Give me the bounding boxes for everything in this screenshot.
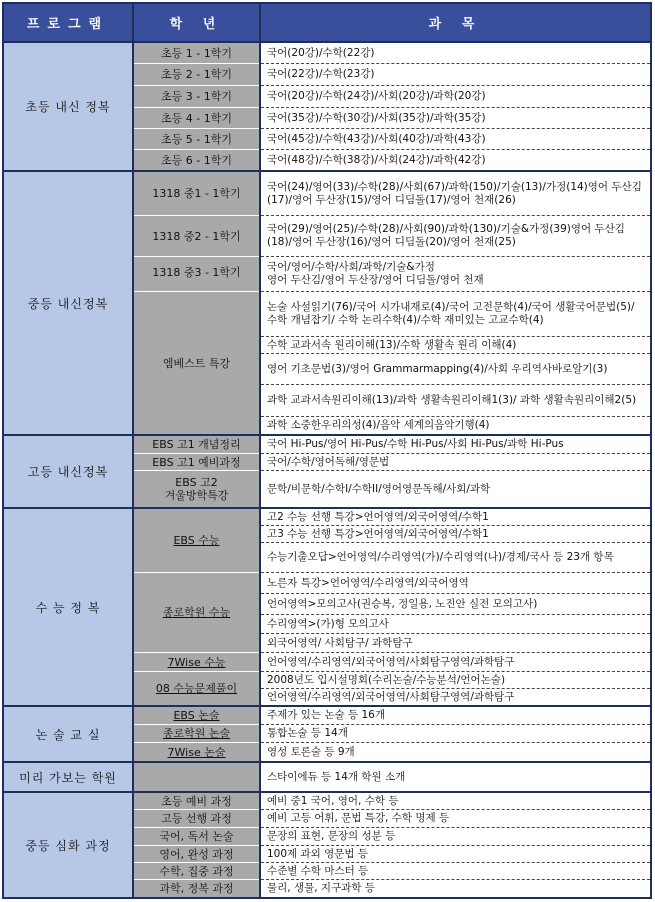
grade-elementary-1: 초등 1 - 1학기 bbox=[134, 43, 259, 63]
dashed-divider bbox=[261, 128, 650, 129]
grade-advanced-3: 국어, 독서 논술 bbox=[134, 828, 259, 845]
subject-csat-08-2: 언어영역/수리영역/외국어영역/사회탐구영역/과학탐구 bbox=[261, 689, 650, 705]
subject-preview: 스타이에듀 등 14개 학원 소개 bbox=[261, 763, 650, 791]
dashed-divider bbox=[261, 256, 650, 257]
dashed-divider bbox=[261, 336, 650, 337]
subject-csat-ebs-3-text: 수능기출오답>언어영역/수리영역(가)/수리영역(나)/경제/국사 등 23개 항목 bbox=[267, 551, 614, 563]
subject-high-2: 국어/수학/영어독해/영문법 bbox=[261, 454, 650, 470]
grade-divider bbox=[134, 827, 259, 828]
grade-divider bbox=[134, 724, 259, 725]
dashed-divider bbox=[261, 149, 650, 150]
grade-divider bbox=[134, 453, 259, 454]
program-elementary: 초등 내신 정복 bbox=[4, 43, 132, 170]
subject-advanced-6: 물리, 생물, 지구과학 등 bbox=[261, 880, 650, 897]
program-preview: 미리 가보는 학원 bbox=[4, 763, 132, 791]
grade-csat-ebs bbox=[134, 509, 259, 572]
grade-preview-empty bbox=[134, 763, 259, 791]
subject-middle-2 bbox=[261, 216, 650, 256]
subject-csat-ebs-2: 고3 수능 선행 특강>언어영역/외국어영역/수학1 bbox=[261, 526, 650, 542]
dashed-divider bbox=[261, 671, 650, 672]
grade-advanced-2: 고등 선행 과정 bbox=[134, 810, 259, 827]
grade-essay-ebs-text: EBS 논술 bbox=[173, 709, 220, 722]
subject-high-1: 국어 Hi-Pus/영어 Hi-Pus/수학 Hi-Pus/사회 Hi-Pus/과학 Hi-Pus bbox=[261, 436, 650, 453]
column-divider bbox=[132, 4, 134, 897]
subject-csat-ebs-3 bbox=[261, 543, 650, 572]
dashed-divider bbox=[261, 470, 650, 471]
subject-csat-jongro-1: 노른자 특강>언어영역/수리영역/외국어영역 bbox=[261, 573, 650, 593]
row-divider bbox=[4, 705, 650, 707]
grade-advanced-6: 과학, 정복 과정 bbox=[134, 880, 259, 897]
grade-divider bbox=[134, 149, 259, 150]
dashed-divider bbox=[261, 862, 650, 863]
subject-essay-jongro: 통합논술 등 14개 bbox=[261, 725, 650, 742]
dashed-divider bbox=[261, 593, 650, 594]
grade-middle-2: 1318 중2 - 1학기 bbox=[134, 216, 259, 256]
grade-divider bbox=[134, 85, 259, 86]
grade-divider bbox=[134, 215, 259, 216]
dashed-divider bbox=[261, 416, 650, 417]
subject-elementary-3: 국어(20강)/수학(24강)/사회(20강)/과학(20강) bbox=[261, 86, 650, 107]
subject-csat-jongro-4: 외국어영역/ 사회탐구/ 과학탐구 bbox=[261, 634, 650, 652]
subject-mbest-3-text: 영어 기초문법(3)/영어 Grammarmapping(4)/사회 우리역사바로알기(3) bbox=[267, 362, 608, 375]
grade-csat-08 bbox=[134, 672, 259, 705]
dashed-divider bbox=[261, 742, 650, 743]
program-essay: 논 술 교 실 bbox=[4, 707, 132, 761]
subject-middle-1 bbox=[261, 172, 650, 215]
dashed-divider bbox=[261, 688, 650, 689]
dashed-divider bbox=[261, 525, 650, 526]
grade-advanced-1: 초등 예비 과정 bbox=[134, 793, 259, 809]
subject-essay-ebs: 주제가 있는 논술 등 16개 bbox=[261, 707, 650, 724]
header-program: 프로그램 bbox=[4, 4, 132, 41]
subject-elementary-1: 국어(20강)/수학(22강) bbox=[261, 43, 650, 63]
subject-csat-jongro-2: 언어영역>모의고사(권승복, 정일용, 노진안 실전 모의고사) bbox=[261, 594, 650, 614]
subject-elementary-2: 국어(22강)/수학(23강) bbox=[261, 64, 650, 85]
grade-essay-jongro-text: 종로학원 논술 bbox=[162, 727, 231, 740]
subject-mbest-5 bbox=[261, 417, 650, 434]
grade-high-1: EBS 고1 개념정리 bbox=[134, 436, 259, 453]
subject-advanced-1: 예비 중1 국어, 영어, 수학 등 bbox=[261, 793, 650, 809]
grade-elementary-5: 초등 5 - 1학기 bbox=[134, 129, 259, 149]
subject-elementary-6: 국어(48강)/수학(38강)/사회(24강)/과학(42강) bbox=[261, 150, 650, 170]
subject-mbest-2 bbox=[261, 337, 650, 353]
dashed-divider bbox=[261, 85, 650, 86]
subject-csat-08-1: 2008년도 입시설명회(수리논술/수능분석/언어논술) bbox=[261, 672, 650, 688]
dashed-divider bbox=[261, 572, 650, 573]
header-subject: 과 목 bbox=[261, 4, 650, 41]
grade-high-3: EBS 고2 겨울방학특강 bbox=[134, 471, 259, 507]
subject-mbest-4-text: 과학 교과서속원리이해(13)/과학 생활속원리이해1(3)/ 과학 생활속원리이해2(5) bbox=[267, 394, 637, 406]
subject-middle-2-text: 국어(29)/영어(25)/수학(28)/사회(90)/과학(130)/기술&가정(39)영어 두산김(18)/영어 두산장(16)/영어 디딤돌(20)/영어 천재(25) bbox=[267, 223, 625, 248]
grade-divider bbox=[134, 809, 259, 810]
program-csat: 수 능 정 복 bbox=[4, 509, 132, 705]
subject-elementary-4: 국어(35강)/수학(30강)/사회(35강)/과학(35강) bbox=[261, 108, 650, 128]
grade-divider bbox=[134, 128, 259, 129]
dashed-divider bbox=[261, 542, 650, 543]
subject-middle-3 bbox=[261, 257, 650, 291]
grade-essay-jongro bbox=[134, 725, 259, 742]
subject-essay-7wise: 영성 토론술 등 9개 bbox=[261, 743, 650, 761]
subject-mbest-4 bbox=[261, 385, 650, 416]
program-advanced: 중등 심화 과정 bbox=[4, 793, 132, 897]
grade-high-2: EBS 고1 예비과정 bbox=[134, 454, 259, 470]
grade-divider bbox=[134, 862, 259, 863]
grade-csat-7wise-text: 7Wise 수능 bbox=[167, 655, 226, 669]
grade-divider bbox=[134, 879, 259, 880]
dashed-divider bbox=[261, 809, 650, 810]
grade-middle-mbest: 엠베스트 특강 bbox=[134, 292, 259, 434]
dashed-divider bbox=[261, 845, 650, 846]
row-divider bbox=[4, 507, 650, 509]
grade-csat-ebs-text: EBS 수능 bbox=[173, 534, 220, 547]
grade-divider bbox=[134, 256, 259, 257]
subject-high-3: 문학/비문학/수학I/수학II/영어영문독해/사회/과학 bbox=[261, 471, 650, 507]
grade-csat-7wise bbox=[134, 653, 259, 671]
grade-divider bbox=[134, 572, 259, 573]
subject-elementary-5: 국어(45강)/수학(43강)/사회(40강)/과학(43강) bbox=[261, 129, 650, 149]
subject-middle-3-text: 국어/영어/수학/사회/과학/기술&가정 영어 두산김/영어 두산장/영어 디딤돌/영어 천재 bbox=[267, 261, 484, 286]
subject-mbest-1 bbox=[261, 292, 650, 336]
subject-csat-7wise: 언어영역/수리영역/외국어영역/사회탐구영역/과학탐구 bbox=[261, 653, 650, 671]
dashed-divider bbox=[261, 353, 650, 354]
grade-divider bbox=[134, 291, 259, 292]
grade-divider bbox=[134, 845, 259, 846]
grade-divider bbox=[134, 470, 259, 471]
subject-csat-jongro-3: 수리영역>(가)형 모의고사 bbox=[261, 615, 650, 633]
row-divider bbox=[4, 41, 650, 43]
grade-essay-7wise-text: 7Wise 논술 bbox=[167, 745, 226, 759]
grade-elementary-2: 초등 2 - 1학기 bbox=[134, 64, 259, 85]
grade-middle-3: 1318 중3 - 1학기 bbox=[134, 257, 259, 291]
dashed-divider bbox=[261, 614, 650, 615]
grade-divider bbox=[134, 742, 259, 743]
subject-advanced-2: 예비 고등 어휘, 문법 특강, 수학 명제 등 bbox=[261, 810, 650, 827]
subject-csat-ebs-1: 고2 수능 선행 특강>언어영역/외국어영역/수학1 bbox=[261, 509, 650, 525]
subject-mbest-1-text: 논술 사설읽기(76)/국어 시가내재로(4)/국어 고전문학(4)/국어 생활국어문법(5)/ 수학 개념잡기/ 수학 논리수학(4)/수학 재미있는 고교수학(4) bbox=[267, 301, 635, 326]
grade-essay-7wise bbox=[134, 743, 259, 761]
grade-divider bbox=[134, 671, 259, 672]
subject-mbest-3 bbox=[261, 354, 650, 384]
curriculum-table bbox=[2, 2, 652, 899]
grade-advanced-5: 수학, 집중 과정 bbox=[134, 863, 259, 879]
grade-middle-1: 1318 중1 - 1학기 bbox=[134, 172, 259, 215]
dashed-divider bbox=[261, 652, 650, 653]
subject-mbest-2-text: 수학 교과서속 원리이해(13)/수학 생활속 원리 이해(4) bbox=[267, 338, 517, 351]
dashed-divider bbox=[261, 215, 650, 216]
grade-elementary-4: 초등 4 - 1학기 bbox=[134, 108, 259, 128]
dashed-divider bbox=[261, 724, 650, 725]
row-divider bbox=[4, 761, 650, 763]
row-divider bbox=[4, 434, 650, 436]
dashed-divider bbox=[261, 291, 650, 292]
dashed-divider bbox=[261, 633, 650, 634]
grade-elementary-6: 초등 6 - 1학기 bbox=[134, 150, 259, 170]
grade-essay-ebs bbox=[134, 707, 259, 724]
program-middle: 중등 내신정복 bbox=[4, 172, 132, 434]
column-divider bbox=[259, 4, 261, 897]
dashed-divider bbox=[261, 879, 650, 880]
grade-divider bbox=[134, 652, 259, 653]
row-divider bbox=[4, 791, 650, 793]
subject-middle-1-text: 국어(24)/영어(33)/수학(28)/사회(67)/과학(150)/기술(13)/가정(14)영어 두산김(17)/영어 두산장(15)/영어 디딤돌(17)/영어 천재(26) bbox=[267, 180, 642, 206]
grade-advanced-4: 영어, 완성 과정 bbox=[134, 846, 259, 862]
grade-divider bbox=[134, 63, 259, 64]
subject-advanced-5: 수준별 수학 마스터 등 bbox=[261, 863, 650, 879]
dashed-divider bbox=[261, 384, 650, 385]
grade-csat-jongro-text: 종로학원 수능 bbox=[162, 606, 231, 619]
header-grade: 학 년 bbox=[134, 4, 259, 41]
grade-elementary-3: 초등 3 - 1학기 bbox=[134, 86, 259, 107]
grade-csat-jongro bbox=[134, 573, 259, 652]
dashed-divider bbox=[261, 453, 650, 454]
grade-divider bbox=[134, 107, 259, 108]
subject-mbest-5-text: 과학 소중한우리의성(4)/음악 세계의음악기행(4) bbox=[267, 419, 490, 431]
dashed-divider bbox=[261, 107, 650, 108]
program-high: 고등 내신정복 bbox=[4, 436, 132, 507]
subject-advanced-3: 문장의 표현, 문장의 성분 등 bbox=[261, 828, 650, 845]
subject-advanced-4: 100제 과외 영문법 등 bbox=[261, 846, 650, 862]
dashed-divider bbox=[261, 63, 650, 64]
dashed-divider bbox=[261, 827, 650, 828]
row-divider bbox=[4, 170, 650, 172]
grade-csat-08-text: 08 수능문제풀이 bbox=[155, 682, 238, 695]
